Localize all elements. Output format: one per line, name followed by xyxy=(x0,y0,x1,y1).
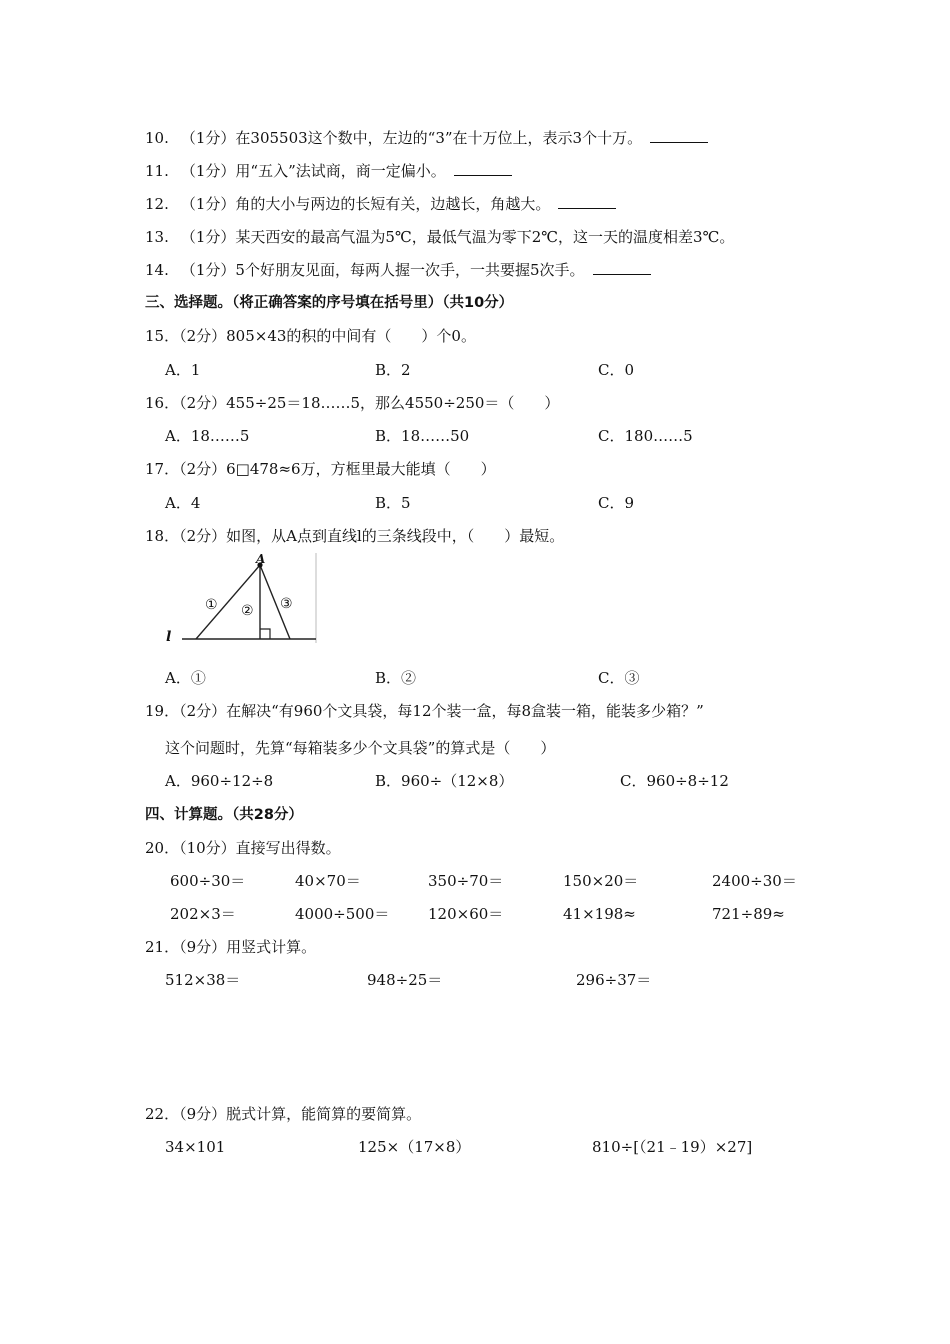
question-17-option-a[interactable]: A．4 xyxy=(165,494,201,512)
step-calc-item: 34×101 xyxy=(165,1138,226,1156)
question-15-option-b[interactable]: B．2 xyxy=(375,361,411,379)
vertical-calc-item: 512×38＝ xyxy=(165,971,241,989)
question-text: 在305503这个数中，左边的“3”在十万位上，表示3个十万。 xyxy=(235,129,643,147)
section-3-title: 三、选择题。（将正确答案的序号填在括号里）（共10分） xyxy=(145,295,514,311)
question-text: 用“五入”法试商，商一定偏小。 xyxy=(235,162,446,180)
question-18-option-a[interactable]: A．① xyxy=(165,669,206,687)
question-number: 11. xyxy=(145,162,169,180)
section-4-title: 四、计算题。（共28分） xyxy=(145,807,303,823)
calc-item: 202×3＝ xyxy=(170,905,236,923)
point-a-label: A xyxy=(256,553,266,566)
question-17-option-c[interactable]: C．9 xyxy=(598,494,635,512)
answer-blank[interactable] xyxy=(593,260,651,275)
question-number: 13. xyxy=(145,228,169,246)
question-20-stem: 20．（10分）直接写出得数。 xyxy=(145,839,341,857)
segment-3-label: ③ xyxy=(280,596,293,612)
question-16-option-c[interactable]: C．180……5 xyxy=(598,427,693,445)
question-21-stem: 21．（9分）用竖式计算。 xyxy=(145,938,317,956)
question-18-figure xyxy=(160,553,318,647)
question-score: （1分） xyxy=(180,162,236,180)
question-10 xyxy=(145,128,708,148)
calc-item: 600÷30＝ xyxy=(170,872,246,890)
vertical-calc-item: 948÷25＝ xyxy=(367,971,443,989)
calc-item: 721÷89≈ xyxy=(712,905,785,923)
question-18-stem: 18．（2分）如图，从A点到直线l的三条线段中，（ ）最短。 xyxy=(145,527,565,545)
calc-item: 41×198≈ xyxy=(563,905,636,923)
question-score: （1分） xyxy=(180,228,236,246)
question-number: 10. xyxy=(145,129,169,147)
question-13 xyxy=(145,227,734,247)
question-19-stem-line-1: 19．（2分）在解决“有960个文具袋，每12个装一盒，每8盒装一箱，能装多少箱？” xyxy=(145,702,704,720)
question-score: （1分） xyxy=(180,261,236,279)
answer-blank[interactable] xyxy=(454,161,512,176)
question-text: 角的大小与两边的长短有关，边越长，角越大。 xyxy=(235,195,551,213)
step-calc-item: 125×（17×8） xyxy=(358,1138,471,1156)
calc-item: 40×70＝ xyxy=(295,872,361,890)
vertical-calc-item: 296÷37＝ xyxy=(576,971,652,989)
step-calc-item: 810÷[（21﹣19）×27] xyxy=(592,1138,753,1156)
question-17-option-b[interactable]: B．5 xyxy=(375,494,411,512)
question-15-option-a[interactable]: A．1 xyxy=(165,361,201,379)
question-19-option-a[interactable]: A．960÷12÷8 xyxy=(165,772,274,790)
line-l-label: l xyxy=(166,629,172,645)
question-11 xyxy=(145,161,512,181)
question-19-stem-line-2: 这个问题时，先算“每箱装多少个文具袋”的算式是（ ） xyxy=(165,739,556,757)
question-15-option-c[interactable]: C．0 xyxy=(598,361,635,379)
question-number: 12. xyxy=(145,195,169,213)
question-text: 某天西安的最高气温为5℃，最低气温为零下2℃，这一天的温度相差3℃。 xyxy=(235,228,735,246)
question-14 xyxy=(145,260,651,280)
answer-blank[interactable] xyxy=(558,194,616,209)
segment-2-label: ② xyxy=(241,603,254,619)
question-17-stem: 17．（2分）6□478≈6万，方框里最大能填（ ） xyxy=(145,460,496,478)
calc-item: 150×20＝ xyxy=(563,872,639,890)
calc-item: 120×60＝ xyxy=(428,905,504,923)
answer-blank[interactable] xyxy=(650,128,708,143)
question-score: （1分） xyxy=(180,195,236,213)
question-16-stem: 16．（2分）455÷25＝18……5，那么4550÷250＝（ ） xyxy=(145,394,560,412)
question-16-option-b[interactable]: B．18……50 xyxy=(375,427,470,445)
question-22-stem: 22．（9分）脱式计算，能简算的要简算。 xyxy=(145,1105,422,1123)
question-18-option-b[interactable]: B．② xyxy=(375,669,417,687)
question-18-option-c[interactable]: C．③ xyxy=(598,669,640,687)
segment-1-label: ① xyxy=(205,597,218,613)
question-number: 14. xyxy=(145,261,169,279)
question-score: （1分） xyxy=(180,129,236,147)
question-16-option-a[interactable]: A．18……5 xyxy=(165,427,250,445)
question-19-option-b[interactable]: B．960÷（12×8） xyxy=(375,772,514,790)
calc-item: 4000÷500＝ xyxy=(295,905,390,923)
question-15-stem: 15．（2分）805×43的积的中间有（ ）个0。 xyxy=(145,327,476,345)
calc-item: 350÷70＝ xyxy=(428,872,504,890)
calc-item: 2400÷30＝ xyxy=(712,872,797,890)
question-19-option-c[interactable]: C．960÷8÷12 xyxy=(620,772,729,790)
question-text: 5个好朋友见面，每两人握一次手，一共要握5次手。 xyxy=(235,261,585,279)
question-12 xyxy=(145,194,616,214)
